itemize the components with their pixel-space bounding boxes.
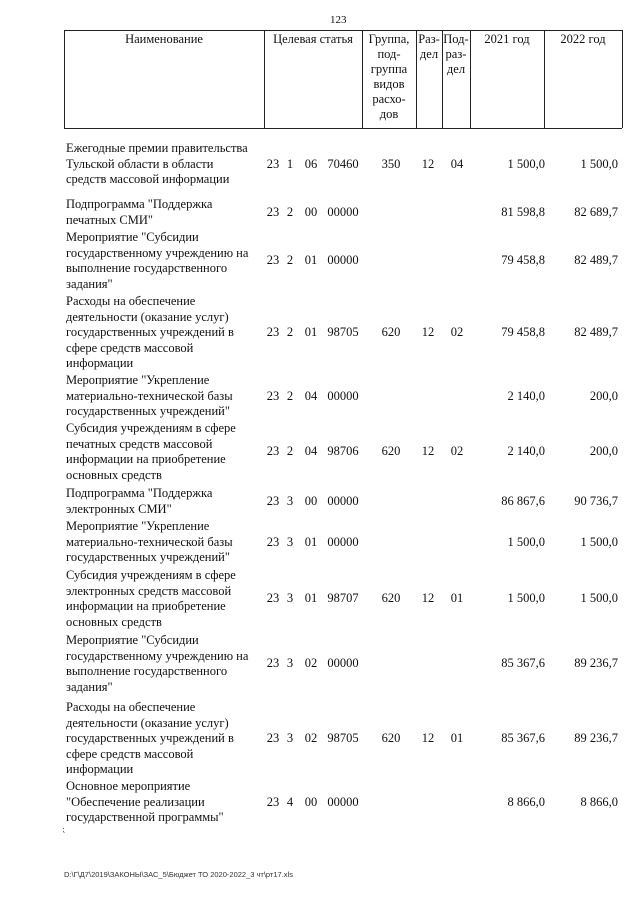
article-code-1: 23	[266, 534, 280, 549]
article-code-1: 23	[266, 656, 280, 671]
table-header	[64, 30, 622, 128]
article-code-3: 01	[304, 253, 318, 268]
article-code-3: 06	[304, 156, 318, 171]
header-subsection: Под- раз- дел	[443, 32, 469, 76]
article-code-3: 02	[304, 731, 318, 745]
amount-2021: 79 458,8	[501, 253, 545, 268]
amount-2021: 81 598,8	[501, 204, 545, 219]
section-code: 12	[421, 444, 435, 459]
amount-2022: 1 500,0	[580, 534, 618, 549]
amount-2022: 82 489,7	[574, 325, 618, 339]
row-name: Подпрограмма "Поддержка печатных СМИ"	[66, 197, 213, 227]
group-code: 620	[381, 325, 401, 339]
amount-2021: 1 500,0	[507, 534, 545, 549]
article-code-4: 00000	[327, 388, 359, 403]
amount-2021: 86 867,6	[501, 493, 545, 508]
amount-2021: 85 367,6	[501, 656, 545, 671]
amount-2022: 82 489,7	[574, 253, 618, 268]
subsection-code: 02	[450, 444, 464, 459]
article-code-2: 3	[286, 493, 294, 508]
article-code-1: 23	[266, 444, 280, 459]
subsection-code: 04	[450, 156, 464, 171]
section-code: 12	[421, 325, 435, 339]
amount-2022: 90 736,7	[574, 493, 618, 508]
article-code-2: 2	[286, 325, 294, 339]
group-code: 620	[381, 444, 401, 459]
article-code-1: 23	[266, 794, 280, 809]
header-group: Группа, под- группа видов расхо- дов	[368, 32, 410, 121]
row-name: Мероприятие "Субсидии государственному учреждению на выполнение государственного задания"	[66, 633, 249, 694]
article-code-4: 00000	[327, 493, 359, 508]
article-code-1: 23	[266, 388, 280, 403]
article-code-3: 00	[304, 794, 318, 809]
header-year-2021: 2021 год	[484, 32, 530, 46]
amount-2022: 200,0	[589, 444, 618, 459]
article-code-4: 98705	[327, 325, 359, 339]
header-target-article: Целевая статья	[273, 32, 353, 46]
article-code-3: 01	[304, 591, 318, 606]
article-code-3: 00	[304, 493, 318, 508]
article-code-1: 23	[266, 493, 280, 508]
footer-file-path: D:\Г\Д7\2019\ЗАКОНЫ\ЗАС_5\Бюджет ТО 2020-2022_3 чт\рт17.xls	[64, 870, 293, 879]
article-code-1: 23	[266, 156, 280, 171]
row-name: Расходы на обеспечение деятельности (оказание услуг) государственных учреждений в сфере средств массовой информации	[66, 700, 234, 776]
amount-2022: 89 236,7	[574, 731, 618, 745]
row-name: Субсидия учреждениям в сфере электронных средств массовой информации на приобретение основных средств	[66, 568, 236, 629]
article-code-3: 01	[304, 534, 318, 549]
amount-2021: 8 866,0	[507, 794, 545, 809]
page-number: 123	[330, 14, 347, 26]
article-code-2: 1	[286, 156, 294, 171]
scan-mark: ⁏	[62, 824, 66, 834]
article-code-3: 00	[304, 204, 318, 219]
amount-2022: 8 866,0	[580, 794, 618, 809]
row-name: Мероприятие "Укрепление материально-технической базы государственных учреждений"	[66, 519, 233, 564]
article-code-2: 3	[286, 656, 294, 671]
section-code: 12	[421, 591, 435, 606]
amount-2021: 1 500,0	[507, 591, 545, 606]
article-code-4: 00000	[327, 253, 359, 268]
amount-2022: 1 500,0	[580, 591, 618, 606]
row-name: Расходы на обеспечение деятельности (оказание услуг) государственных учреждений в сфере средств массовой информации	[66, 294, 234, 370]
subsection-code: 01	[450, 591, 464, 606]
section-code: 12	[421, 156, 435, 171]
article-code-3: 02	[304, 656, 318, 671]
group-code: 350	[381, 156, 401, 171]
article-code-1: 23	[266, 204, 280, 219]
article-code-2: 2	[286, 204, 294, 219]
row-name: Подпрограмма "Поддержка электронных СМИ"	[66, 486, 213, 516]
section-code: 12	[421, 731, 435, 745]
amount-2021: 2 140,0	[507, 444, 545, 459]
group-code: 620	[381, 591, 401, 606]
article-code-3: 04	[304, 444, 318, 459]
row-name: Ежегодные премии правительства Тульской области в области средств массовой информации	[66, 141, 248, 186]
article-code-4: 00000	[327, 656, 359, 671]
amount-2022: 200,0	[589, 388, 618, 403]
article-code-4: 70460	[327, 156, 359, 171]
article-code-2: 2	[286, 253, 294, 268]
row-name: Субсидия учреждениям в сфере печатных средств массовой информации на приобретение основных средств	[66, 421, 236, 482]
article-code-1: 23	[266, 731, 280, 745]
group-code: 620	[381, 731, 401, 745]
amount-2021: 79 458,8	[501, 325, 545, 339]
amount-2021: 1 500,0	[507, 156, 545, 171]
article-code-1: 23	[266, 253, 280, 268]
amount-2022: 82 689,7	[574, 204, 618, 219]
header-name: Наименование	[125, 32, 203, 46]
article-code-1: 23	[266, 591, 280, 606]
article-code-4: 00000	[327, 794, 359, 809]
article-code-2: 3	[286, 591, 294, 606]
article-code-4: 00000	[327, 534, 359, 549]
article-code-1: 23	[266, 325, 280, 339]
row-name: Мероприятие "Субсидии государственному учреждению на выполнение государственного задания"	[66, 230, 249, 291]
amount-2021: 2 140,0	[507, 388, 545, 403]
article-code-2: 3	[286, 731, 294, 745]
header-section: Раз- дел	[418, 32, 440, 61]
article-code-3: 04	[304, 388, 318, 403]
article-code-2: 2	[286, 444, 294, 459]
header-year-2022: 2022 год	[560, 32, 606, 46]
article-code-4: 00000	[327, 204, 359, 219]
amount-2022: 89 236,7	[574, 656, 618, 671]
article-code-2: 2	[286, 388, 294, 403]
row-name: Основное мероприятие "Обеспечение реализации государственной программы"	[66, 779, 224, 824]
article-code-4: 98705	[327, 731, 359, 745]
article-code-2: 3	[286, 534, 294, 549]
row-name: Мероприятие "Укрепление материально-технической базы государственных учреждений"	[66, 373, 233, 418]
article-code-4: 98707	[327, 591, 359, 606]
article-code-4: 98706	[327, 444, 359, 459]
amount-2022: 1 500,0	[580, 156, 618, 171]
article-code-2: 4	[286, 794, 294, 809]
subsection-code: 02	[450, 325, 464, 339]
subsection-code: 01	[450, 731, 464, 745]
article-code-3: 01	[304, 325, 318, 339]
amount-2021: 85 367,6	[501, 731, 545, 745]
